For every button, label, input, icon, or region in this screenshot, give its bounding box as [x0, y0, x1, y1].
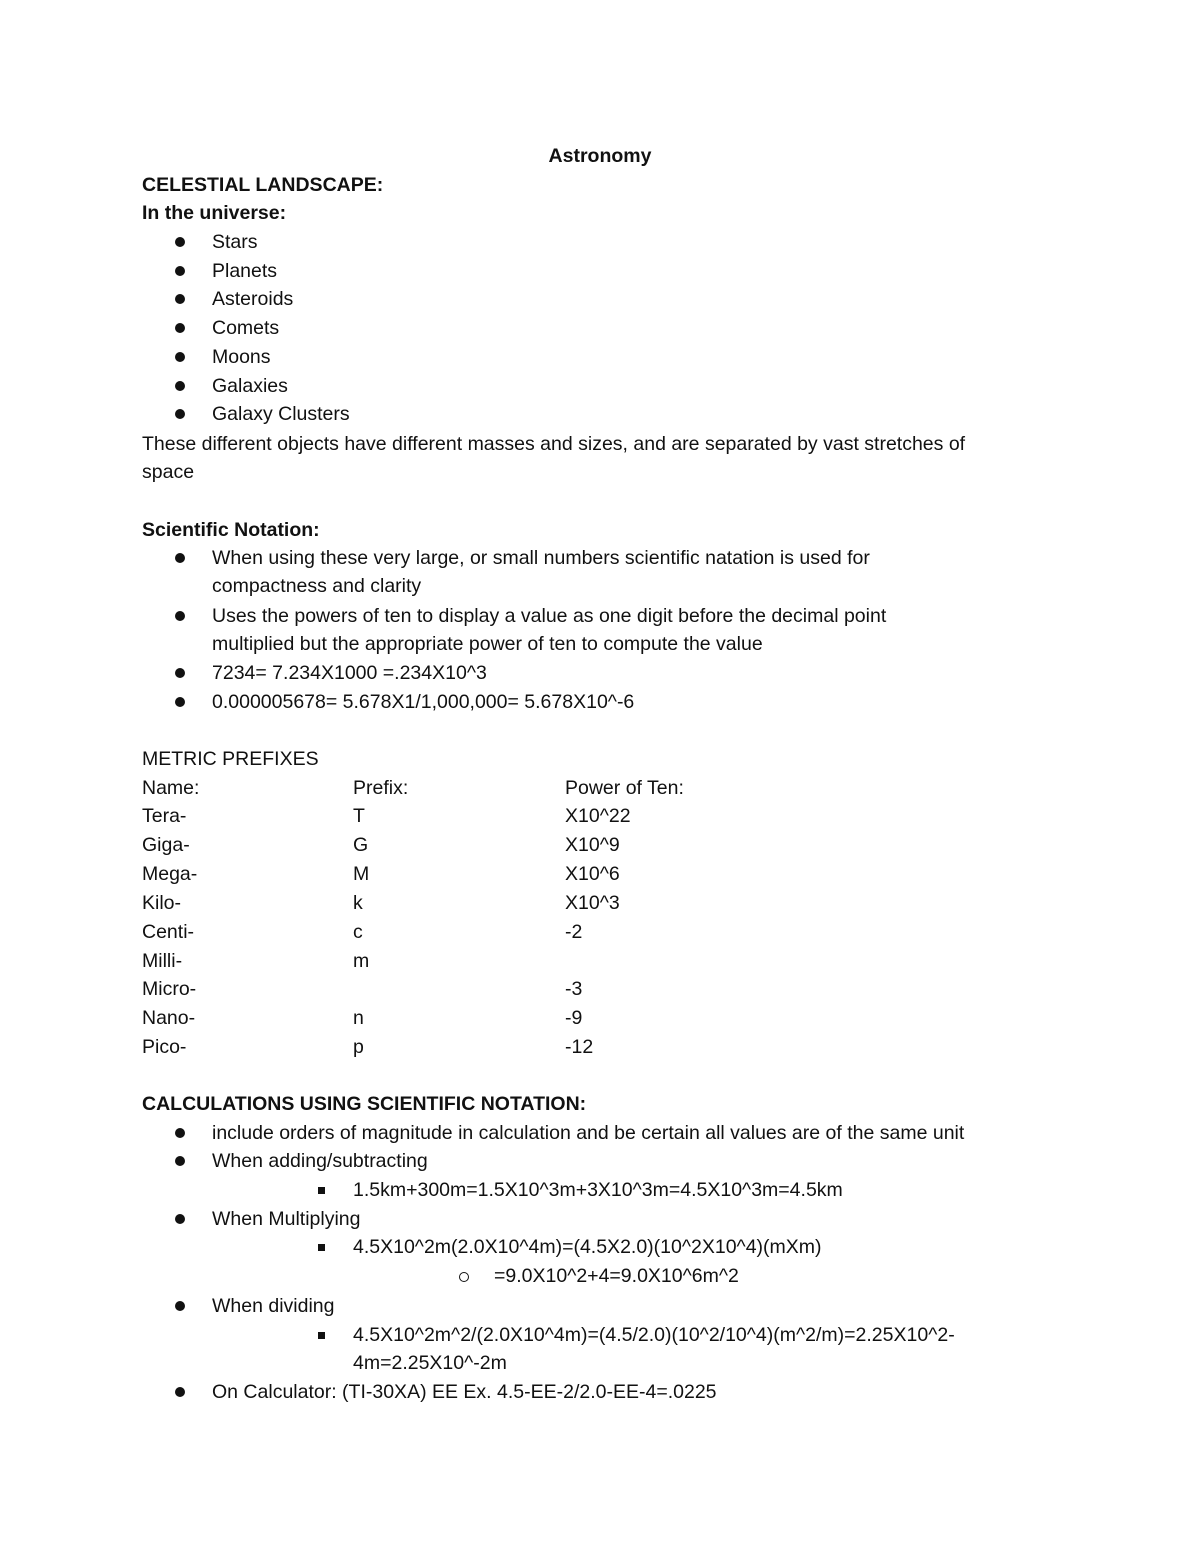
calc-bullet-2: When adding/subtracting [212, 1150, 428, 1172]
bullet-icon [175, 688, 187, 716]
metric-cell-power: X10^3 [565, 892, 620, 914]
calc-bullet-4: When dividing [212, 1295, 335, 1317]
celestial-item: Comets [212, 317, 280, 339]
metric-cell-power: -12 [565, 1036, 594, 1058]
bullet-icon [175, 257, 187, 285]
bullet-icon [175, 285, 187, 313]
bullet-icon [175, 1147, 187, 1175]
bullet-icon [175, 1119, 187, 1147]
metric-cell-name: Pico- [142, 1036, 187, 1058]
metric-cell-name: Tera- [142, 805, 187, 827]
metric-col-power: Power of Ten: [565, 777, 684, 799]
metric-cell-prefix: p [353, 1036, 364, 1058]
calc-bullet-3-sub: 4.5X10^2m(2.0X10^4m)=(4.5X2.0)(10^2X10^4)(mXm) [353, 1236, 822, 1258]
metric-cell-prefix: T [353, 805, 365, 827]
sci-bullet-4: 0.000005678= 5.678X1/1,000,000= 5.678X10^-6 [212, 691, 635, 713]
metric-cell-name: Kilo- [142, 892, 182, 914]
celestial-item: Asteroids [212, 288, 294, 310]
metric-cell-name: Giga- [142, 834, 190, 856]
metric-cell-power: -9 [565, 1007, 583, 1029]
bullet-icon [175, 602, 187, 630]
calc-bullet-4-sub-line-2: 4m=2.25X10^-2m [353, 1352, 507, 1374]
bullet-icon [175, 228, 187, 256]
metric-col-name: Name: [142, 777, 200, 799]
metric-cell-name: Micro- [142, 978, 197, 1000]
metric-cell-name: Milli- [142, 950, 183, 972]
bullet-icon [175, 372, 187, 400]
metric-cell-name: Mega- [142, 863, 198, 885]
celestial-paragraph-line-2: space [142, 461, 195, 483]
circle-bullet-icon [459, 1262, 471, 1290]
metric-cell-prefix: m [353, 950, 370, 972]
bullet-icon [175, 1378, 187, 1406]
calc-heading: CALCULATIONS USING SCIENTIFIC NOTATION: [142, 1093, 587, 1115]
sci-bullet-1-line-1: When using these very large, or small numbers scientific natation is used for [212, 547, 870, 569]
calc-bullet-3: When Multiplying [212, 1208, 361, 1230]
calc-bullet-2-sub: 1.5km+300m=1.5X10^3m+3X10^3m=4.5X10^3m=4.5km [353, 1179, 843, 1201]
bullet-icon [175, 314, 187, 342]
calc-bullet-3-subsub: =9.0X10^2+4=9.0X10^6m^2 [494, 1265, 739, 1287]
celestial-item: Moons [212, 346, 271, 368]
celestial-item: Planets [212, 260, 278, 282]
metric-cell-power: X10^22 [565, 805, 631, 827]
calc-bullet-5: On Calculator: (TI-30XA) EE Ex. 4.5-EE-2/2.0-EE-4=.0225 [212, 1381, 717, 1403]
bullet-icon [175, 544, 187, 572]
square-bullet-icon [318, 1176, 326, 1204]
metric-cell-prefix: k [353, 892, 363, 914]
celestial-subheading: In the universe: [142, 202, 287, 224]
metric-cell-name: Centi- [142, 921, 195, 943]
metric-cell-power: X10^9 [565, 834, 620, 856]
metric-cell-prefix: M [353, 863, 370, 885]
celestial-heading: CELESTIAL LANDSCAPE: [142, 174, 384, 196]
bullet-icon [175, 400, 187, 428]
bullet-icon [175, 659, 187, 687]
metric-col-prefix: Prefix: [353, 777, 409, 799]
metric-cell-power: -3 [565, 978, 583, 1000]
metric-cell-name: Nano- [142, 1007, 196, 1029]
celestial-item: Stars [212, 231, 258, 253]
metric-cell-power: X10^6 [565, 863, 620, 885]
metric-cell-prefix: n [353, 1007, 364, 1029]
square-bullet-icon [318, 1233, 326, 1261]
celestial-paragraph-line-1: These different objects have different masses and sizes, and are separated by vast stretches of [142, 433, 966, 455]
metric-cell-power: -2 [565, 921, 583, 943]
sci-heading: Scientific Notation: [142, 519, 320, 541]
bullet-icon [175, 343, 187, 371]
bullet-icon [175, 1292, 187, 1320]
sci-bullet-3: 7234= 7.234X1000 =.234X10^3 [212, 662, 487, 684]
bullet-icon [175, 1205, 187, 1233]
sci-bullet-2-line-2: multiplied but the appropriate power of ten to compute the value [212, 633, 763, 655]
sci-bullet-1-line-2: compactness and clarity [212, 575, 422, 597]
metric-heading: METRIC PREFIXES [142, 748, 319, 770]
calc-bullet-1: include orders of magnitude in calculation and be certain all values are of the same unit [212, 1122, 965, 1144]
metric-cell-prefix: G [353, 834, 369, 856]
square-bullet-icon [318, 1321, 326, 1349]
metric-cell-prefix: c [353, 921, 363, 943]
calc-bullet-4-sub-line-1: 4.5X10^2m^2/(2.0X10^4m)=(4.5/2.0)(10^2/10^4)(m^2/m)=2.25X10^2- [353, 1324, 955, 1346]
celestial-item: Galaxies [212, 375, 288, 397]
document-title: Astronomy [548, 145, 652, 167]
celestial-item: Galaxy Clusters [212, 403, 350, 425]
sci-bullet-2-line-1: Uses the powers of ten to display a value as one digit before the decimal point [212, 605, 887, 627]
